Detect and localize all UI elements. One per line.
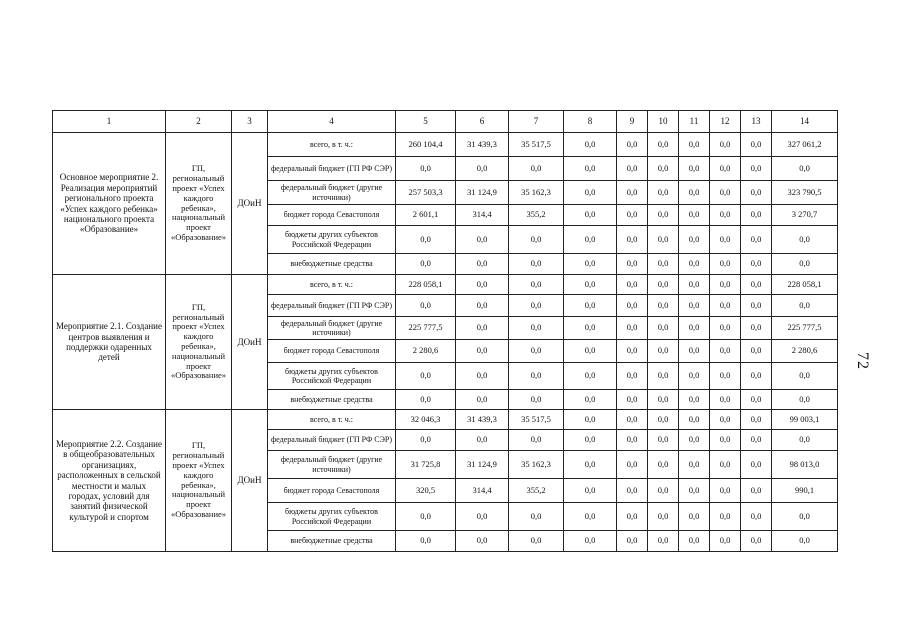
value-cell: 0,0: [710, 430, 741, 451]
value-cell: 0,0: [564, 254, 617, 275]
value-cell: 0,0: [509, 275, 564, 295]
value-cell: 0,0: [617, 503, 648, 531]
value-cell: 0,0: [509, 430, 564, 451]
column-header: 1: [53, 111, 166, 133]
value-cell: 0,0: [772, 363, 838, 390]
column-header: 8: [564, 111, 617, 133]
value-cell: 31 124,9: [456, 181, 509, 205]
value-cell: 3 270,7: [772, 205, 838, 226]
value-cell: 0,0: [648, 181, 679, 205]
value-cell: 0,0: [648, 133, 679, 157]
value-cell: 0,0: [679, 390, 710, 410]
value-cell: 0,0: [772, 390, 838, 410]
value-cell: 98 013,0: [772, 451, 838, 479]
value-cell: 0,0: [617, 226, 648, 254]
value-cell: 0,0: [741, 181, 772, 205]
program-cell: ГП, региональный проект «Успех каждого ребенка», национальный проект «Образование»: [166, 275, 232, 410]
value-cell: 0,0: [772, 226, 838, 254]
funding-source-cell: внебюджетные средства: [268, 390, 396, 410]
value-cell: 0,0: [741, 254, 772, 275]
value-cell: 0,0: [509, 390, 564, 410]
funding-source-cell: внебюджетные средства: [268, 254, 396, 275]
funding-source-cell: бюджет города Севастополя: [268, 340, 396, 363]
value-cell: 0,0: [710, 390, 741, 410]
value-cell: 0,0: [509, 157, 564, 181]
value-cell: 0,0: [564, 157, 617, 181]
value-cell: 0,0: [617, 205, 648, 226]
value-cell: 0,0: [396, 390, 456, 410]
column-header: 7: [509, 111, 564, 133]
value-cell: 0,0: [456, 226, 509, 254]
value-cell: 0,0: [710, 479, 741, 503]
value-cell: 0,0: [564, 340, 617, 363]
table-row: [53, 133, 838, 157]
funding-source-cell: федеральный бюджет (другие источники): [268, 181, 396, 205]
value-cell: 0,0: [679, 205, 710, 226]
column-header: 6: [456, 111, 509, 133]
value-cell: 0,0: [679, 363, 710, 390]
activity-cell: Основное мероприятие 2. Реализация мероприятий регионального проекта «Успех каждого ребенка» национального проекта «Образование»: [53, 133, 166, 275]
value-cell: 0,0: [456, 531, 509, 552]
value-cell: 314,4: [456, 479, 509, 503]
value-cell: 0,0: [679, 503, 710, 531]
value-cell: 0,0: [679, 451, 710, 479]
value-cell: 0,0: [679, 317, 710, 340]
funding-source-cell: бюджет города Севастополя: [268, 205, 396, 226]
value-cell: 0,0: [679, 181, 710, 205]
value-cell: 35 162,3: [509, 451, 564, 479]
value-cell: 0,0: [741, 157, 772, 181]
value-cell: 0,0: [741, 363, 772, 390]
value-cell: 0,0: [648, 451, 679, 479]
value-cell: 0,0: [679, 295, 710, 317]
program-cell: ГП, региональный проект «Успех каждого ребенка», национальный проект «Образование»: [166, 410, 232, 552]
responsible-cell: ДОиН: [232, 275, 268, 410]
value-cell: 0,0: [741, 390, 772, 410]
value-cell: 0,0: [679, 254, 710, 275]
value-cell: 0,0: [456, 295, 509, 317]
value-cell: 0,0: [648, 317, 679, 340]
value-cell: 0,0: [564, 133, 617, 157]
value-cell: 0,0: [617, 531, 648, 552]
value-cell: 0,0: [710, 157, 741, 181]
funding-source-cell: внебюджетные средства: [268, 531, 396, 552]
value-cell: 228 058,1: [772, 275, 838, 295]
value-cell: 0,0: [456, 275, 509, 295]
value-cell: 0,0: [772, 295, 838, 317]
value-cell: 0,0: [564, 205, 617, 226]
column-header: 11: [679, 111, 710, 133]
page-number: 72: [854, 352, 871, 370]
value-cell: 0,0: [710, 226, 741, 254]
value-cell: 0,0: [741, 295, 772, 317]
value-cell: 0,0: [617, 317, 648, 340]
value-cell: 225 777,5: [772, 317, 838, 340]
funding-source-cell: федеральный бюджет (ГП РФ СЭР): [268, 157, 396, 181]
value-cell: 355,2: [509, 479, 564, 503]
value-cell: 0,0: [679, 157, 710, 181]
value-cell: 0,0: [710, 410, 741, 430]
value-cell: 0,0: [648, 275, 679, 295]
value-cell: 0,0: [648, 363, 679, 390]
value-cell: 2 280,6: [772, 340, 838, 363]
value-cell: 0,0: [741, 317, 772, 340]
value-cell: 257 503,3: [396, 181, 456, 205]
table-body: [53, 111, 838, 552]
value-cell: 0,0: [772, 503, 838, 531]
value-cell: 0,0: [741, 205, 772, 226]
value-cell: 0,0: [564, 363, 617, 390]
value-cell: 0,0: [741, 275, 772, 295]
value-cell: 0,0: [710, 363, 741, 390]
value-cell: 0,0: [617, 340, 648, 363]
value-cell: 0,0: [741, 226, 772, 254]
value-cell: 0,0: [564, 390, 617, 410]
value-cell: 0,0: [679, 226, 710, 254]
funding-source-cell: всего, в т. ч.:: [268, 133, 396, 157]
value-cell: 0,0: [617, 410, 648, 430]
value-cell: 0,0: [741, 430, 772, 451]
value-cell: 0,0: [396, 503, 456, 531]
value-cell: 0,0: [509, 503, 564, 531]
funding-source-cell: федеральный бюджет (ГП РФ СЭР): [268, 295, 396, 317]
value-cell: 0,0: [679, 410, 710, 430]
value-cell: 0,0: [564, 451, 617, 479]
value-cell: 0,0: [679, 133, 710, 157]
funding-source-cell: бюджеты других субъектов Российской Федерации: [268, 363, 396, 390]
funding-source-cell: федеральный бюджет (другие источники): [268, 451, 396, 479]
value-cell: 0,0: [741, 340, 772, 363]
value-cell: 0,0: [456, 503, 509, 531]
column-header: 5: [396, 111, 456, 133]
value-cell: 0,0: [772, 254, 838, 275]
value-cell: 260 104,4: [396, 133, 456, 157]
value-cell: 31 439,3: [456, 133, 509, 157]
value-cell: 0,0: [456, 157, 509, 181]
value-cell: 2 601,1: [396, 205, 456, 226]
value-cell: 0,0: [648, 503, 679, 531]
value-cell: 0,0: [396, 531, 456, 552]
value-cell: 0,0: [509, 317, 564, 340]
value-cell: 31 124,9: [456, 451, 509, 479]
funding-source-cell: бюджет города Севастополя: [268, 479, 396, 503]
value-cell: 0,0: [648, 254, 679, 275]
value-cell: 0,0: [509, 531, 564, 552]
value-cell: 0,0: [509, 254, 564, 275]
value-cell: 0,0: [617, 390, 648, 410]
value-cell: 0,0: [710, 181, 741, 205]
value-cell: 327 061,2: [772, 133, 838, 157]
funding-source-cell: бюджеты других субъектов Российской Федерации: [268, 226, 396, 254]
value-cell: 0,0: [648, 430, 679, 451]
value-cell: 0,0: [617, 295, 648, 317]
value-cell: 0,0: [710, 340, 741, 363]
value-cell: 0,0: [741, 133, 772, 157]
value-cell: 320,5: [396, 479, 456, 503]
value-cell: 31 725,8: [396, 451, 456, 479]
column-header: 13: [741, 111, 772, 133]
value-cell: 0,0: [617, 479, 648, 503]
value-cell: 0,0: [741, 451, 772, 479]
value-cell: 99 003,1: [772, 410, 838, 430]
value-cell: 0,0: [679, 430, 710, 451]
program-cell: ГП, региональный проект «Успех каждого ребенка», национальный проект «Образование»: [166, 133, 232, 275]
value-cell: 0,0: [617, 275, 648, 295]
value-cell: 0,0: [710, 275, 741, 295]
value-cell: 0,0: [679, 340, 710, 363]
value-cell: 225 777,5: [396, 317, 456, 340]
value-cell: 0,0: [772, 157, 838, 181]
funding-source-cell: всего, в т. ч.:: [268, 275, 396, 295]
column-header: 9: [617, 111, 648, 133]
funding-source-cell: бюджеты других субъектов Российской Федерации: [268, 503, 396, 531]
value-cell: 0,0: [617, 133, 648, 157]
value-cell: 0,0: [648, 479, 679, 503]
table-row: [53, 275, 838, 295]
value-cell: 0,0: [396, 295, 456, 317]
value-cell: 0,0: [617, 157, 648, 181]
value-cell: 0,0: [710, 317, 741, 340]
value-cell: 0,0: [710, 451, 741, 479]
value-cell: 0,0: [564, 531, 617, 552]
value-cell: 31 439,3: [456, 410, 509, 430]
value-cell: 0,0: [648, 205, 679, 226]
funding-source-cell: всего, в т. ч.:: [268, 410, 396, 430]
value-cell: 0,0: [456, 317, 509, 340]
value-cell: 0,0: [509, 340, 564, 363]
value-cell: 0,0: [564, 479, 617, 503]
value-cell: 0,0: [648, 531, 679, 552]
value-cell: 0,0: [648, 157, 679, 181]
value-cell: 0,0: [617, 363, 648, 390]
value-cell: 0,0: [617, 254, 648, 275]
value-cell: 0,0: [679, 479, 710, 503]
value-cell: 0,0: [396, 254, 456, 275]
value-cell: 0,0: [456, 390, 509, 410]
value-cell: 0,0: [564, 410, 617, 430]
value-cell: 0,0: [617, 430, 648, 451]
activity-cell: Мероприятие 2.2. Создание в общеобразовательных организациях, расположенных в сельской местности и малых городах, условий для занятий физической культурой и спортом: [53, 410, 166, 552]
column-header: 3: [232, 111, 268, 133]
budget-table: [52, 110, 838, 552]
value-cell: 0,0: [679, 531, 710, 552]
responsible-cell: ДОиН: [232, 410, 268, 552]
value-cell: 0,0: [710, 295, 741, 317]
value-cell: 0,0: [741, 479, 772, 503]
value-cell: 35 162,3: [509, 181, 564, 205]
value-cell: 0,0: [772, 531, 838, 552]
responsible-cell: ДОиН: [232, 133, 268, 275]
column-header: 2: [166, 111, 232, 133]
value-cell: 0,0: [564, 430, 617, 451]
value-cell: 0,0: [564, 295, 617, 317]
value-cell: 0,0: [456, 254, 509, 275]
value-cell: 0,0: [396, 226, 456, 254]
value-cell: 0,0: [564, 275, 617, 295]
value-cell: 0,0: [564, 226, 617, 254]
value-cell: 0,0: [456, 430, 509, 451]
value-cell: 228 058,1: [396, 275, 456, 295]
value-cell: 0,0: [710, 133, 741, 157]
value-cell: 0,0: [648, 340, 679, 363]
column-header: 14: [772, 111, 838, 133]
value-cell: 0,0: [564, 317, 617, 340]
value-cell: 0,0: [564, 181, 617, 205]
value-cell: 35 517,5: [509, 133, 564, 157]
column-header-row: [53, 111, 838, 133]
value-cell: 990,1: [772, 479, 838, 503]
column-header: 12: [710, 111, 741, 133]
value-cell: 32 046,3: [396, 410, 456, 430]
value-cell: 0,0: [564, 503, 617, 531]
funding-source-cell: федеральный бюджет (другие источники): [268, 317, 396, 340]
column-header: 10: [648, 111, 679, 133]
value-cell: 0,0: [509, 226, 564, 254]
value-cell: 0,0: [617, 451, 648, 479]
value-cell: 0,0: [741, 531, 772, 552]
column-header: 4: [268, 111, 396, 133]
value-cell: 355,2: [509, 205, 564, 226]
value-cell: 0,0: [396, 363, 456, 390]
value-cell: 2 280,6: [396, 340, 456, 363]
value-cell: 0,0: [396, 430, 456, 451]
value-cell: 0,0: [710, 503, 741, 531]
value-cell: 0,0: [648, 390, 679, 410]
value-cell: 0,0: [456, 363, 509, 390]
value-cell: 0,0: [509, 363, 564, 390]
value-cell: 0,0: [741, 410, 772, 430]
value-cell: 0,0: [710, 254, 741, 275]
value-cell: 0,0: [710, 205, 741, 226]
funding-source-cell: федеральный бюджет (ГП РФ СЭР): [268, 430, 396, 451]
value-cell: 0,0: [710, 531, 741, 552]
table-row: [53, 410, 838, 430]
value-cell: 0,0: [396, 157, 456, 181]
value-cell: 0,0: [679, 275, 710, 295]
value-cell: 323 790,5: [772, 181, 838, 205]
value-cell: 0,0: [648, 410, 679, 430]
value-cell: 0,0: [741, 503, 772, 531]
value-cell: 0,0: [617, 181, 648, 205]
value-cell: 0,0: [648, 295, 679, 317]
value-cell: 0,0: [648, 226, 679, 254]
value-cell: 0,0: [509, 295, 564, 317]
activity-cell: Мероприятие 2.1. Создание центров выявления и поддержки одаренных детей: [53, 275, 166, 410]
value-cell: 0,0: [456, 340, 509, 363]
value-cell: 0,0: [772, 430, 838, 451]
value-cell: 314,4: [456, 205, 509, 226]
value-cell: 35 517,5: [509, 410, 564, 430]
